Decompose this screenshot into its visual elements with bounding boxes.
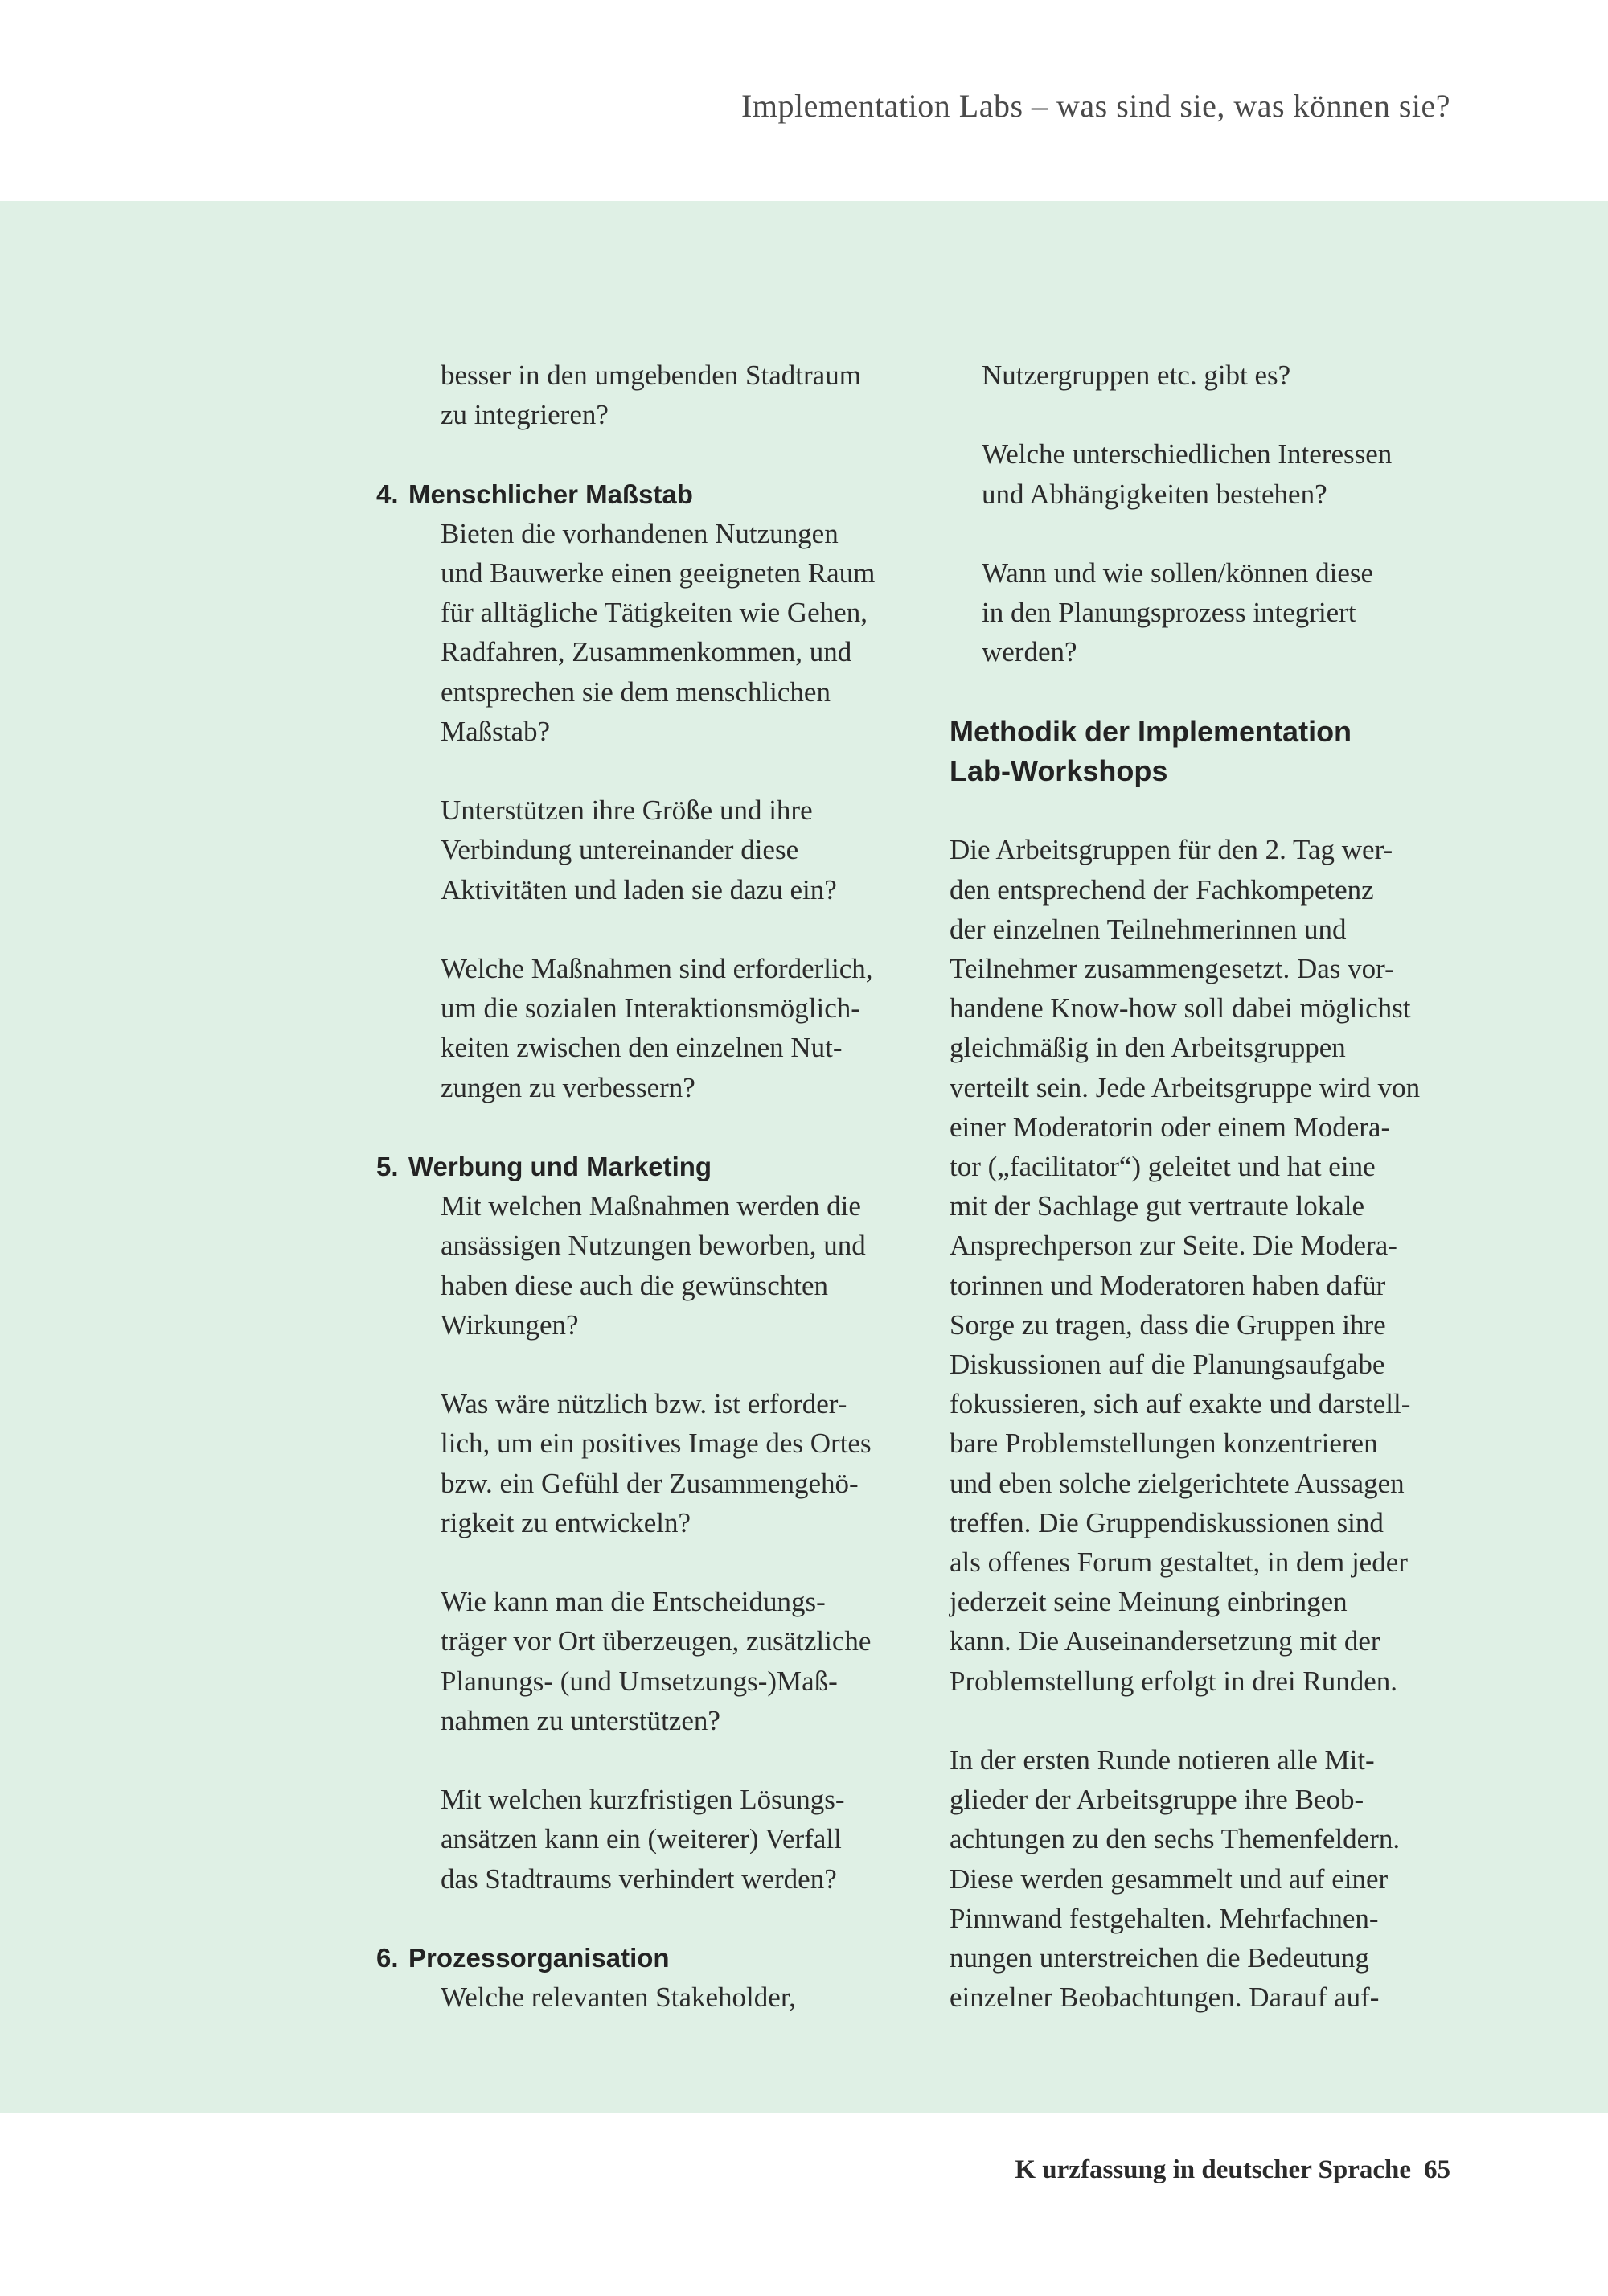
text-line: jederzeit seine Meinung einbringen — [950, 1586, 1348, 1618]
text-line: Ansprechperson zur Seite. Die Modera- — [950, 1230, 1397, 1262]
text-line: Problemstellung erfolgt in drei Runden. — [950, 1665, 1397, 1697]
text-line: nahmen zu unterstützen? — [441, 1704, 720, 1736]
text-line: lich, um ein positives Image des Ortes — [441, 1427, 872, 1460]
text-line: den entsprechend der Fachkompetenz — [950, 873, 1374, 906]
text-line: träger vor Ort überzeugen, zusätzliche — [441, 1625, 872, 1657]
paragraph — [408, 1582, 923, 1740]
text-line: fokussieren, sich auf exakte und darstell- — [950, 1388, 1411, 1420]
text-line: Teilnehmer zusammengesetzt. Das vor- — [950, 952, 1394, 984]
paragraph — [408, 1186, 923, 1345]
list-item-4 — [376, 474, 923, 514]
text-line: werden? — [982, 636, 1077, 668]
text-line: und eben solche zielgerichtete Aussagen — [950, 1467, 1405, 1499]
paragraph — [408, 1384, 923, 1542]
left-column — [376, 355, 923, 2017]
right-column — [950, 355, 1480, 2017]
text-line: Nutzergruppen etc. gibt es? — [982, 359, 1291, 391]
text-line: rigkeit zu entwickeln? — [441, 1506, 691, 1538]
text-line: Wann und wie sollen/können diese — [982, 557, 1374, 589]
text-line: handene Know-how soll dabei möglichst — [950, 992, 1411, 1025]
section-heading: Methodik der Implementation Lab-Workshops — [950, 714, 1352, 787]
text-line: haben diese auch die gewünschten — [441, 1269, 829, 1301]
text-line: Welche Maßnahmen sind erforderlich, — [441, 953, 873, 984]
text-line: besser in den umgebenden Stadtraum — [441, 359, 861, 391]
text-line: ansätzen kann ein (weiterer) Verfall — [441, 1823, 842, 1855]
text-line: in den Planungsprozess integriert — [982, 597, 1356, 629]
paragraph — [408, 1780, 923, 1899]
paragraph — [950, 830, 1480, 1700]
text-line: zu integrieren? — [441, 399, 609, 431]
text-line: glieder der Arbeitsgruppe ihre Beob- — [950, 1784, 1364, 1816]
text-line: entsprechen sie dem menschlichen — [441, 676, 831, 708]
text-line: mit der Sachlage gut vertraute lokale — [950, 1190, 1365, 1222]
text-line: Wie kann man die Entscheidungs- — [441, 1586, 826, 1618]
text-line: Planungs- (und Umsetzungs-)Maß- — [441, 1665, 838, 1697]
text-line: Diskussionen auf die Planungsaufgabe — [950, 1349, 1385, 1381]
text-line: bare Problemstellungen konzentrieren — [950, 1427, 1378, 1460]
text-line: als offenes Forum gestaltet, in dem jeder — [950, 1546, 1408, 1579]
page-footer — [1015, 2155, 1450, 2185]
text-line: Aktivitäten und laden sie dazu ein? — [441, 873, 837, 906]
running-title: Implementation Labs – was sind sie, was können sie? — [741, 88, 1450, 124]
text-line: Verbindung untereinander diese — [441, 834, 799, 866]
text-line: bzw. ein Gefühl der Zusammengehö- — [441, 1467, 859, 1499]
text-line: Diese werden gesammelt und auf einer — [950, 1863, 1389, 1895]
text-line: treffen. Die Gruppendiskussionen sind — [950, 1506, 1384, 1538]
list-item-heading: 5. Werbung und Marketing — [376, 1152, 712, 1181]
text-line: der einzelnen Teilnehmerinnen und — [950, 913, 1347, 945]
paragraph — [408, 1978, 923, 2017]
text-line: keiten zwischen den einzelnen Nut- — [441, 1032, 843, 1064]
text-line: um die sozialen Interaktionsmöglich- — [441, 992, 860, 1025]
paragraph — [408, 949, 923, 1107]
text-line: tor („facilitator“) geleitet und hat eine — [950, 1151, 1376, 1182]
paragraph — [408, 514, 923, 751]
text-line: kann. Die Auseinandersetzung mit der — [950, 1625, 1380, 1657]
paragraph — [950, 434, 1480, 513]
text-line: nungen unterstreichen die Bedeutung — [950, 1942, 1369, 1974]
paragraph — [408, 355, 923, 434]
text-line: für alltägliche Tätigkeiten wie Gehen, — [441, 597, 868, 629]
text-line: Radfahren, Zusammenkommen, und — [441, 636, 852, 668]
text-line: einzelner Beobachtungen. Darauf auf- — [950, 1982, 1380, 2014]
page-number: 65 — [1424, 2155, 1450, 2184]
text-line: Welche relevanten Stakeholder, — [441, 1982, 796, 2014]
text-line: und Abhängigkeiten bestehen? — [982, 478, 1327, 510]
text-line: gleichmäßig in den Arbeitsgruppen — [950, 1032, 1346, 1064]
text-line: Mit welchen kurzfristigen Lösungs- — [441, 1784, 845, 1816]
list-item-heading: 4. Menschlicher Maßstab — [376, 479, 693, 509]
text-line: verteilt sein. Jede Arbeitsgruppe wird von — [950, 1071, 1421, 1103]
list-item-heading: 6. Prozessorganisation — [376, 1943, 670, 1973]
paragraph — [950, 1740, 1480, 2017]
text-line: Wirkungen? — [441, 1308, 579, 1341]
text-line: Bieten die vorhandenen Nutzungen — [441, 517, 839, 549]
text-line: torinnen und Moderatoren haben dafür — [950, 1269, 1386, 1301]
text-line: Pinnwand festgehalten. Mehrfachnen- — [950, 1902, 1379, 1934]
text-line: das Stadtraums verhindert werden? — [441, 1863, 837, 1895]
text-line: In der ersten Runde notieren alle Mit- — [950, 1744, 1375, 1776]
text-line: Die Arbeitsgruppen für den 2. Tag wer- — [950, 834, 1393, 866]
text-line: zungen zu verbessern? — [441, 1071, 695, 1103]
paragraph — [408, 791, 923, 910]
text-line: Sorge zu tragen, dass die Gruppen ihre — [950, 1308, 1386, 1341]
text-line: Welche unterschiedlichen Interessen — [982, 438, 1393, 470]
text-line: achtungen zu den sechs Themenfeldern. — [950, 1823, 1401, 1855]
text-line: ansässigen Nutzungen beworben, und — [441, 1230, 866, 1262]
paragraph — [950, 355, 1480, 395]
text-line: Was wäre nützlich bzw. ist erforder- — [441, 1388, 847, 1420]
list-item-5 — [376, 1147, 923, 1186]
text-line: Maßstab? — [441, 715, 551, 747]
text-line: Unterstützen ihre Größe und ihre — [441, 795, 813, 827]
footer-section-title: K urzfassung in deutscher Sprache — [1015, 2155, 1411, 2184]
paragraph — [950, 553, 1480, 672]
list-item-6 — [376, 1938, 923, 1978]
text-line: einer Moderatorin oder einem Modera- — [950, 1111, 1391, 1143]
text-line: Mit welchen Maßnahmen werden die — [441, 1190, 861, 1222]
text-line: und Bauwerke einen geeigneten Raum — [441, 557, 876, 589]
